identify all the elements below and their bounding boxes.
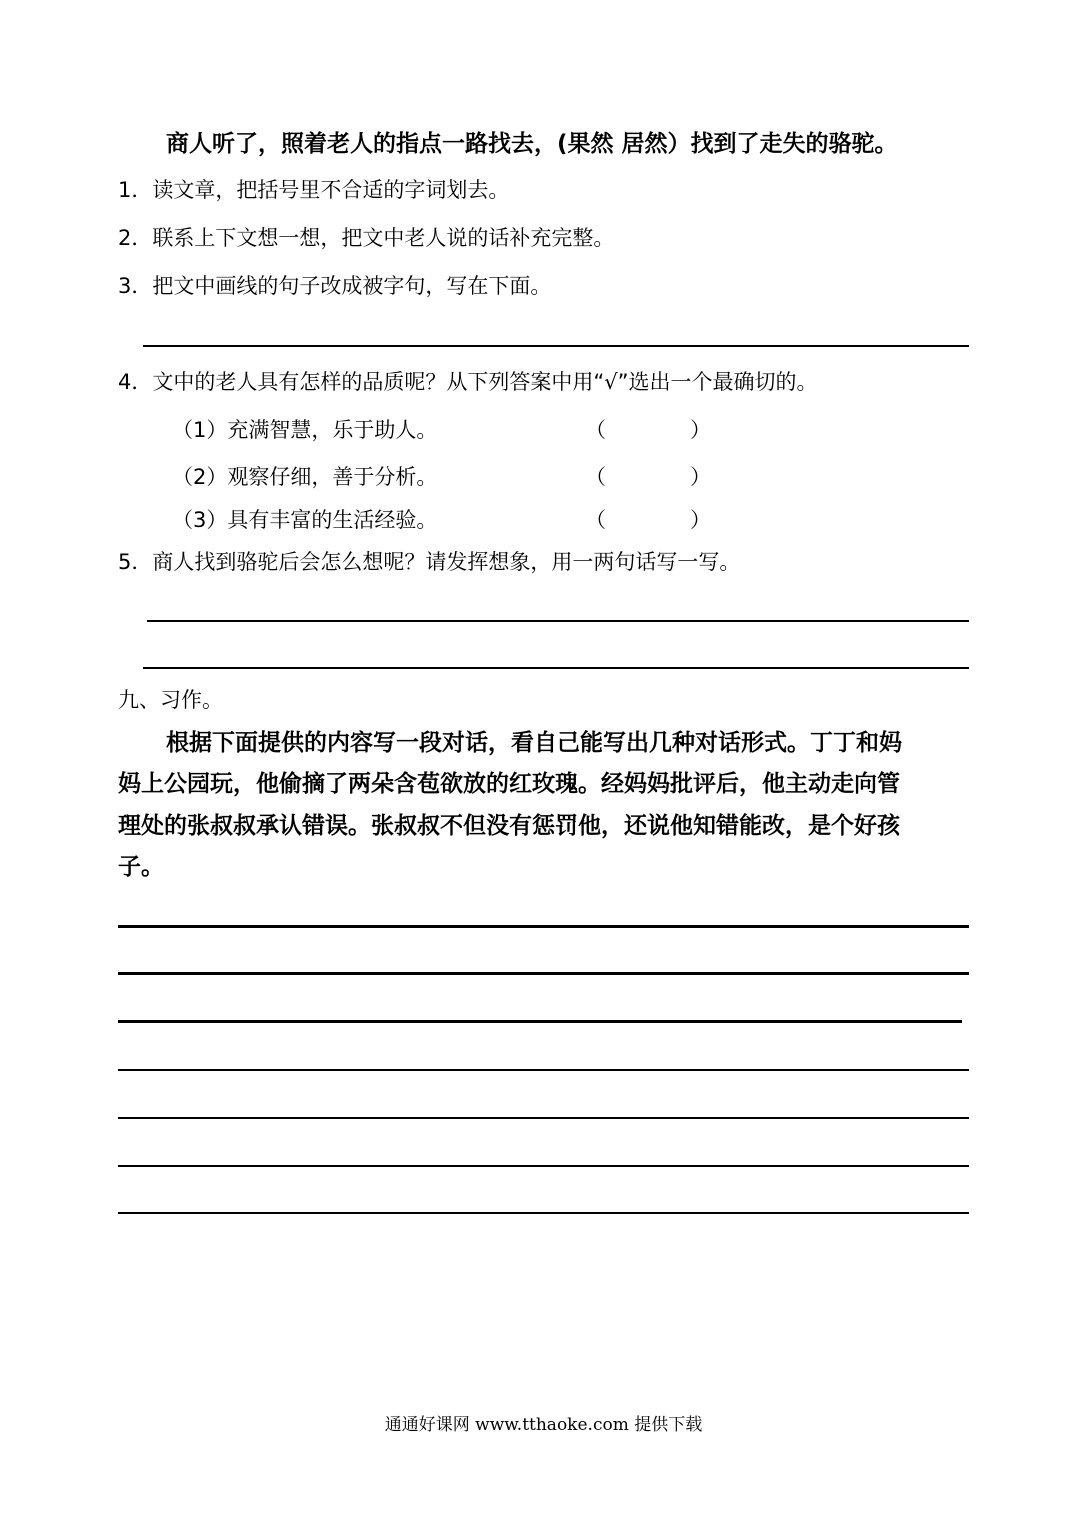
answer-line-q5-1[interactable]	[147, 620, 969, 622]
q4-option-3-paren-close[interactable]: ）	[690, 508, 711, 532]
question-1: 1．读文章，把括号里不合适的字词划去。	[118, 178, 510, 202]
q4-option-1-paren-close[interactable]: ）	[690, 418, 711, 442]
q4-option-1-paren-open[interactable]: （	[585, 418, 606, 442]
passage-last-sentence: 商人听了，照着老人的指点一路找去，(果然 居然）找到了走失的骆驼。	[166, 131, 898, 157]
section-9-line-1: 根据下面提供的内容写一段对话，看自己能写出几种对话形式。丁丁和妈	[166, 730, 902, 756]
writing-line-4[interactable]	[118, 1069, 969, 1071]
question-5: 5．商人找到骆驼后会怎么想呢？请发挥想象，用一两句话写一写。	[118, 550, 741, 574]
writing-line-7[interactable]	[118, 1212, 969, 1214]
question-3: 3．把文中画线的句子改成被字句，写在下面。	[118, 274, 552, 298]
q4-option-2-paren-open[interactable]: （	[585, 465, 606, 489]
question-4: 4．文中的老人具有怎样的品质呢？从下列答案中用“√”选出一个最确切的。	[118, 370, 818, 394]
writing-line-6[interactable]	[118, 1165, 969, 1167]
q4-option-1: （1）充满智慧，乐于助人。	[172, 418, 438, 442]
answer-line-q3[interactable]	[143, 345, 969, 347]
writing-line-5[interactable]	[118, 1117, 969, 1119]
writing-line-2[interactable]	[118, 972, 969, 975]
q4-option-2: （2）观察仔细，善于分析。	[172, 465, 438, 489]
q4-option-2-paren-close[interactable]: ）	[690, 465, 711, 489]
section-9-line-3: 理处的张叔叔承认错误。张叔叔不但没有惩罚他，还说他知错能改，是个好孩	[118, 813, 900, 839]
section-9-title: 九、习作。	[118, 688, 223, 712]
writing-line-1[interactable]	[118, 925, 969, 928]
question-2: 2．联系上下文想一想，把文中老人说的话补充完整。	[118, 226, 615, 250]
section-9-line-4: 子。	[118, 854, 164, 880]
section-9-line-2: 妈上公园玩，他偷摘了两朵含苞欲放的红玫瑰。经妈妈批评后，他主动走向管	[118, 771, 900, 797]
writing-line-3[interactable]	[118, 1020, 962, 1023]
q4-option-3-paren-open[interactable]: （	[585, 508, 606, 532]
q4-option-3: （3）具有丰富的生活经验。	[172, 508, 438, 532]
answer-line-q5-2[interactable]	[143, 667, 969, 669]
footer-source: 通通好课网 www.tthaoke.com 提供下载	[384, 1415, 703, 1435]
